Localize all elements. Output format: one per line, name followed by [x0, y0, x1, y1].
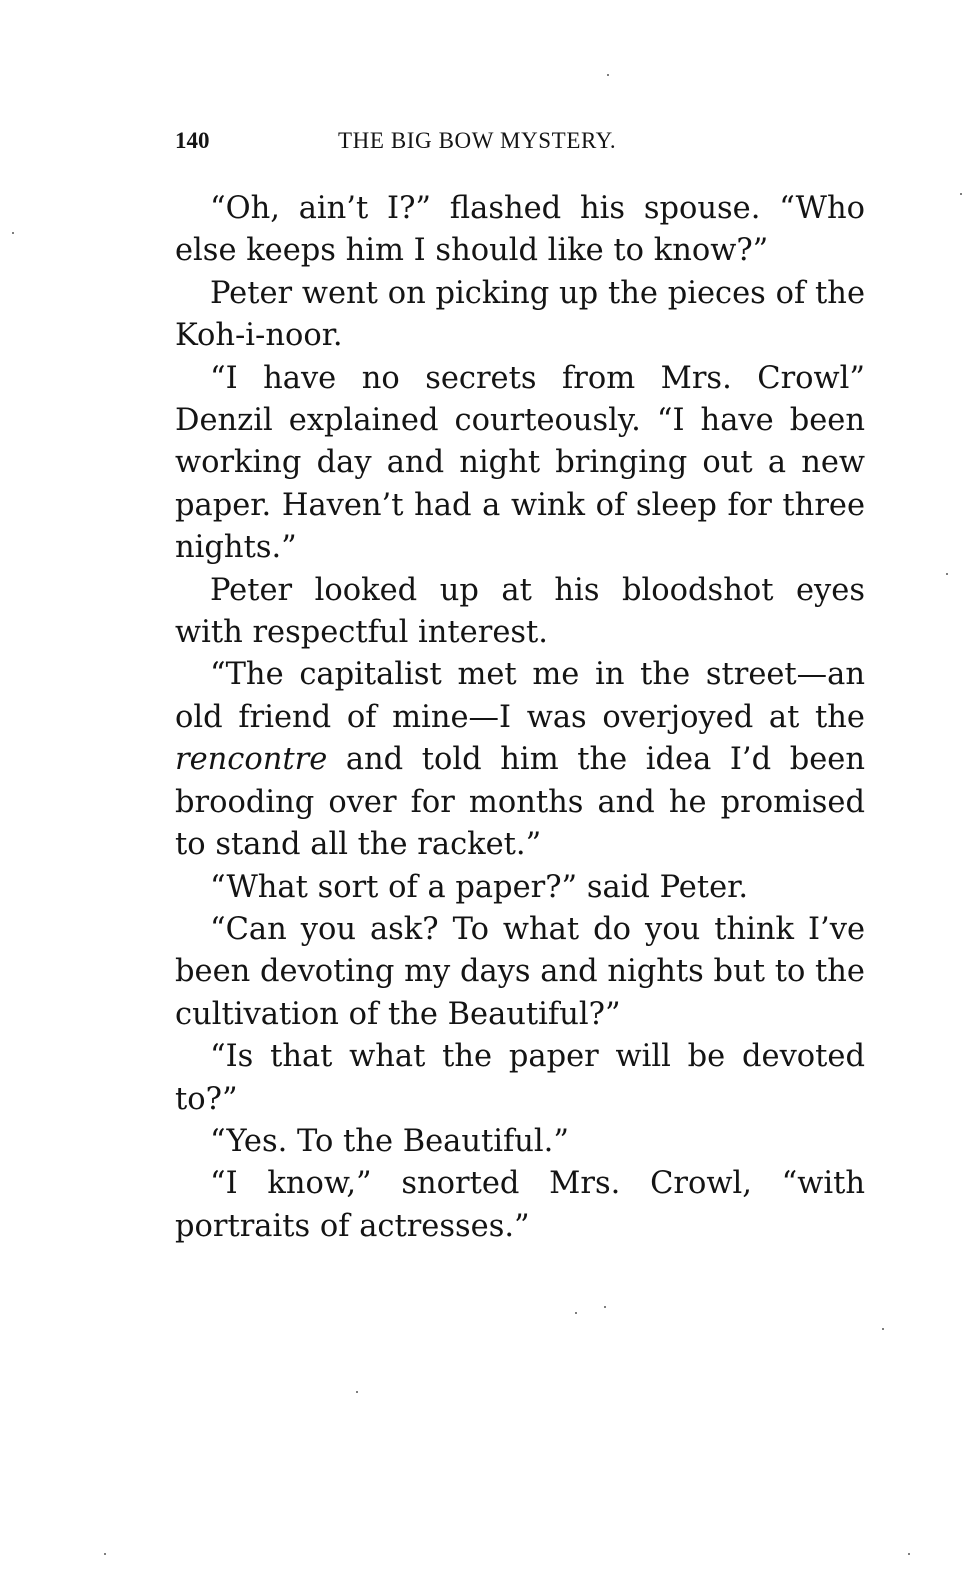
scan-speck: [607, 74, 609, 76]
paragraph-text: and told him the idea I’d been brooding over for months and he promised to stand all the racket.”: [175, 742, 865, 863]
paragraph: “Oh, ain’t I?” flashed his spouse. “Who else keeps him I should like to know?”: [175, 191, 865, 269]
page-number: 140: [175, 128, 210, 153]
paragraph: Peter went on picking up the pieces of the Koh-i-noor.: [175, 275, 865, 354]
scan-speck: [882, 1328, 884, 1330]
paragraph: “I have no secrets from Mrs. Crowl” Denzil explained courteously. “I have been working day and night bringing out a new paper. Haven’t had a wink of sleep for three nights.”: [175, 360, 865, 566]
scan-speck: [356, 1391, 358, 1393]
paragraph: “What sort of a paper?” said Peter.: [210, 869, 749, 905]
scan-speck: [12, 232, 14, 234]
scan-speck: [575, 1312, 577, 1314]
paragraph: “Can you ask? To what do you think I’ve been devoting my days and nights but to the cultivation of the Beautiful?”: [175, 911, 865, 1032]
page-header: [175, 128, 865, 162]
scan-speck: [960, 193, 962, 195]
scan-speck: [946, 573, 948, 575]
scan-speck: [604, 1306, 606, 1308]
running-title: THE BIG BOW MYSTERY.: [338, 128, 617, 153]
paragraph: “I know,” snorted Mrs. Crowl, “with portraits of actresses.”: [175, 1166, 865, 1244]
paragraph: “Yes. To the Beautiful.”: [210, 1123, 569, 1159]
paragraph: [175, 654, 865, 866]
italic-word: rencontre: [175, 742, 328, 778]
scan-speck: [104, 1553, 106, 1555]
paragraph: “Is that what the paper will be devoted to?”: [175, 1039, 865, 1117]
paragraph: Peter looked up at his bloodshot eyes with respectful interest.: [175, 572, 865, 651]
body-text: [175, 188, 865, 1248]
scan-speck: [908, 1553, 910, 1555]
paragraph-text: “The capitalist met me in the street—an old friend of mine—I was overjoyed at the: [175, 657, 865, 735]
